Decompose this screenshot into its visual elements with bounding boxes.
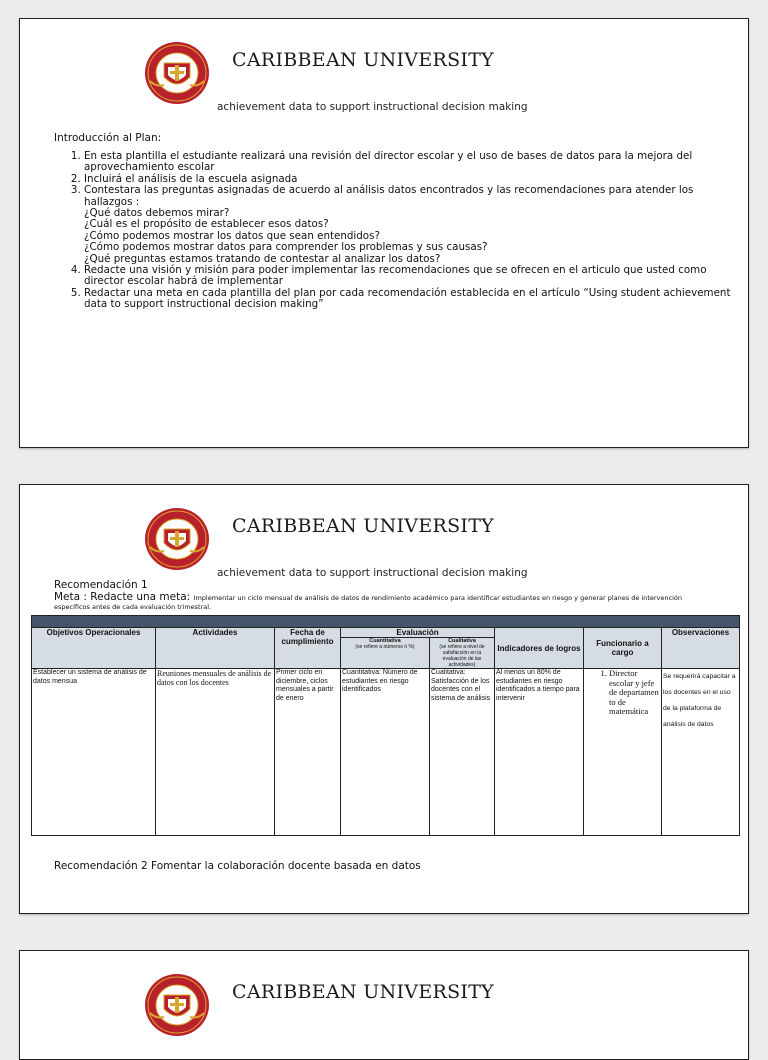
university-seal-logo: [144, 507, 210, 571]
goal-text: Implementar un ciclo mensual de análisis de datos de rendimiento académico para identificar estudiantes en riesgo y generar planes de intervención: [193, 594, 682, 602]
university-seal-logo: [144, 41, 210, 105]
intro-label: Introducción al Plan:: [54, 132, 162, 144]
action-plan-table: [31, 615, 740, 836]
recommendation-2-label: Recomendación 2 Fomentar la colaboración docente basada en datos: [54, 860, 421, 872]
page-header: [20, 19, 748, 119]
list-item: 3. Contestara las preguntas asignadas de acuerdo al análisis datos encontrados y las recomendaciones para atender los hallazgos : ¿Qué datos debemos mirar? ¿Cuál es el propósito de establecer esos datos? ¿Cómo podemos mostrar los datos que sean entendidos? ¿Cómo podemos mostrar datos para comprender los problemas y sus causas? ¿Qué preguntas estamos tratando de contestar al analizar los datos?: [84, 185, 744, 265]
document-page-2: [19, 484, 749, 914]
table-cell: Cualitativa: Satisfacción de los docentes con el sistema de análisis: [430, 669, 495, 836]
table-cell: Establecer un sistema de análisis de datos mensua: [32, 669, 156, 836]
question: ¿Cuál es el propósito de establecer esos datos?: [84, 218, 329, 231]
table-cell: Reuniones mensuales de análisis de datos con los docentes: [156, 669, 275, 836]
plan-instructions-list: [40, 151, 744, 311]
question: ¿Cómo podemos mostrar datos para comprender los problemas y sus causas?: [84, 241, 488, 254]
header-subtitle: achievement data to support instructional decision making: [217, 567, 528, 579]
question: ¿Cómo podemos mostrar los datos que sean entendidos?: [84, 229, 380, 242]
table-cell: [584, 669, 662, 836]
goal-line: [54, 591, 682, 603]
list-item: 1. Director escolar y jefe de departamen to de matemática: [609, 669, 660, 717]
list-item: 5. Redactar una meta en cada plantilla del plan por cada recomendación establecida en el artículo “Using student achievement data to support instructional decision making”: [84, 288, 744, 311]
list-item: 4. Redacte una visión y misión para poder implementar las recomendaciones que se ofrecen en el articulo que usted como director escolar habrá de implementar: [84, 265, 744, 288]
column-header: Funcionario a cargo: [584, 628, 662, 669]
table-header-row: [32, 628, 740, 638]
university-name: CARIBBEAN UNIVERSITY: [232, 515, 495, 537]
question: ¿Qué datos debemos mirar?: [84, 207, 230, 220]
document-page-1: [19, 18, 749, 448]
column-header: Observaciones: [662, 628, 740, 669]
column-header: Actividades: [156, 628, 275, 669]
list-item: 2. Incluirá el análisis de la escuela asignada: [84, 174, 744, 185]
table-cell: Se requerirá capacitar a los docentes en el uso de la plataforma de análisis de datos: [662, 669, 740, 836]
question: ¿Qué preguntas estamos tratando de contestar al analizar los datos?: [84, 252, 441, 265]
header-subtitle: achievement data to support instructional decision making: [217, 101, 528, 113]
table-cell: Primer ciclo en diciembre, ciclos mensuales a partir de enero: [275, 669, 341, 836]
column-subheader: Cualitativa (se refiere a nivel de satisfacción en la evaluación de las actividades): [430, 638, 495, 669]
column-header: Fecha de cumplimiento: [275, 628, 341, 669]
goal-text-continued: específicos antes de cada evaluación trimestral.: [54, 603, 212, 611]
university-name: CARIBBEAN UNIVERSITY: [232, 981, 495, 1003]
list-item: 1. En esta plantilla el estudiante realizará una revisión del director escolar y el uso de bases de datos para la mejora del aprovechamiento escolar: [84, 151, 744, 174]
table-header-band: [32, 616, 740, 628]
recommendation-1-label: Recomendación 1: [54, 579, 148, 591]
column-subheader: Cuantitativa (se refiere a números ó %): [341, 638, 430, 669]
column-header: Evaluación: [341, 628, 495, 638]
university-name: CARIBBEAN UNIVERSITY: [232, 49, 495, 71]
document-page-3: [19, 950, 749, 1060]
table-cell: Cuantitativa: Número de estudiantes en riesgo identificados: [341, 669, 430, 836]
table-cell: Al menos un 80% de estudiantes en riesgo identificados a tiempo para intervenir: [495, 669, 584, 836]
goal-label: Meta : Redacte una meta:: [54, 591, 191, 603]
column-header: Objetivos Operacionales: [32, 628, 156, 669]
page-header: [20, 485, 748, 585]
university-seal-logo: [144, 973, 210, 1037]
table-row: [32, 669, 740, 836]
page-header: [20, 951, 748, 1051]
column-header: Indicadores de logros: [495, 628, 584, 669]
